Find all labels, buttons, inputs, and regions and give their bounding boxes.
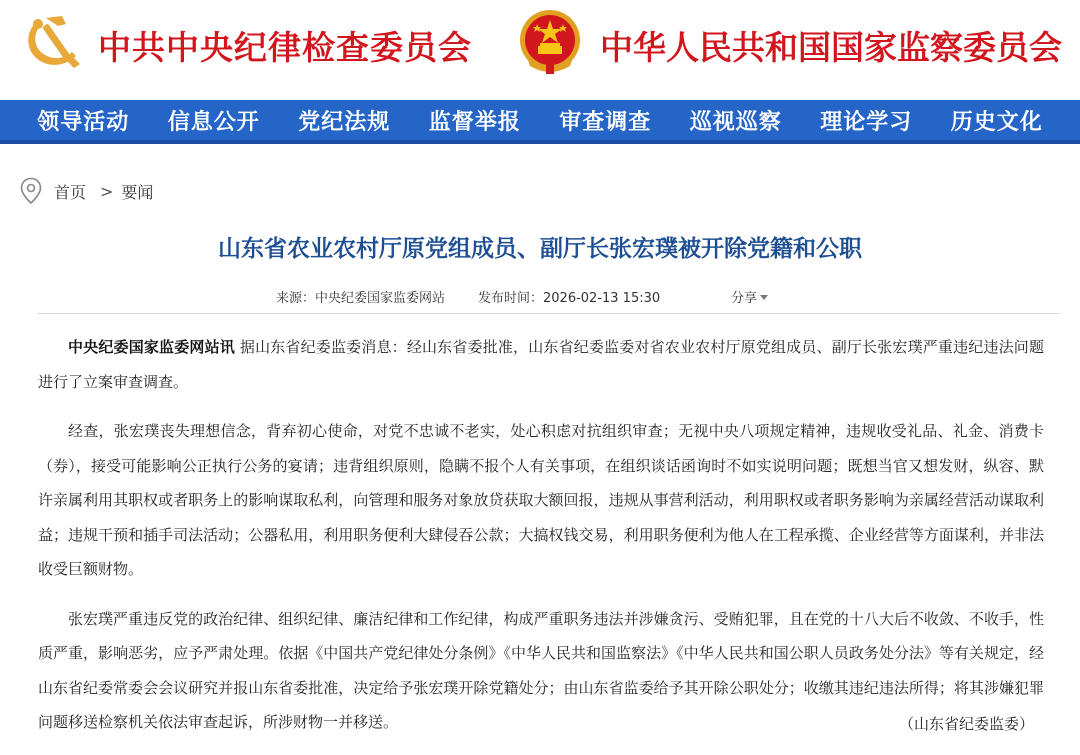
- article-paragraph-text: 据山东省纪委监委消息：经山东省委批准，山东省纪委监委对省农业农村厅原党组成员、副厅长张宏璞严重违纪违法问题进行了立案审查调查。: [38, 338, 1044, 391]
- nav-item-inspection[interactable]: 巡视巡察: [689, 108, 782, 135]
- article-paragraph: 经查，张宏璞丧失理想信念，背弃初心使命，对党不忠诚不老实，处心积虑对抗组织审查；无视中央八项规定精神，违规收受礼品、礼金、消费卡（券），接受可能影响公正执行公务的宴请；违背组织原则，隐瞒不报个人有关事项，在组织谈话函询时不如实说明问题；既想当官又想发财，纵容、默许亲属利用其职权或者职务上的影响谋取私利，向管理和服务对象放贷获取大额回报，违规从事营利活动，利用职权或者职务影响为亲属经营活动谋取利益；违规干预和插手司法活动；公器私用，利用职务便利大肆侵吞公款；大搞权钱交易，利用职务便利为他人在工程承揽、企业经营等方面谋利，并非法收受巨额财物。: [38, 422, 1044, 578]
- article-signature: （山东省纪委监委）: [898, 715, 1034, 733]
- site-header: [0, 0, 1080, 100]
- article-meta: [0, 287, 1080, 305]
- nav-item-leadership[interactable]: 领导活动: [37, 108, 130, 135]
- article-paragraph: 张宏璞严重违反党的政治纪律、组织纪律、廉洁纪律和工作纪律，构成严重职务违法并涉嫌贪污、受贿犯罪，且在党的十八大后不收敛、不收手，性质严重，影响恶劣，应予严肃处理。依据《中国共产党纪律处分条例》《中华人民共和国监察法》《中华人民共和国公职人员政务处分法》等有关规定，经山东省纪委常委会会议研究并报山东省委批准，决定给予张宏璞开除党籍处分；由山东省监委给予其开除公职处分；收缴其违纪违法所得；将其涉嫌犯罪问题移送检察机关依法审查起诉，所涉财物一并移送。: [38, 609, 1044, 731]
- share-button[interactable]: [731, 287, 768, 306]
- breadcrumb: [20, 176, 153, 206]
- nav-item-information[interactable]: 信息公开: [167, 108, 260, 135]
- breadcrumb-separator: >: [100, 181, 114, 201]
- article-paragraph: [38, 330, 1044, 399]
- party-emblem-icon[interactable]: [22, 10, 84, 72]
- main-nav: [0, 100, 1080, 144]
- meta-divider: [38, 313, 1060, 314]
- article-title: 山东省农业农村厅原党组成员、副厅长张宏璞被开除党籍和公职: [218, 236, 862, 262]
- share-label: 分享: [731, 291, 758, 306]
- article-body: [38, 330, 1044, 755]
- chevron-down-icon: [760, 295, 768, 300]
- nav-item-investigation[interactable]: 审查调查: [559, 108, 652, 135]
- cpc-ccdi-title[interactable]: 中共中央纪律检查委员会: [98, 28, 472, 67]
- nav-item-reporting[interactable]: 监督举报: [428, 108, 521, 135]
- nav-item-theory[interactable]: 理论学习: [820, 108, 913, 135]
- article-publish-time: 发布时间：2026-02-13 15:30: [478, 291, 661, 306]
- location-pin-icon: [20, 177, 42, 205]
- national-emblem-icon[interactable]: [518, 8, 582, 76]
- breadcrumb-current-link[interactable]: 要闻: [121, 182, 154, 202]
- nav-item-regulations[interactable]: 党纪法规: [298, 108, 391, 135]
- nsc-title[interactable]: 中华人民共和国国家监察委员会: [600, 28, 1062, 67]
- nav-item-history[interactable]: 历史文化: [950, 108, 1043, 135]
- breadcrumb-home-link[interactable]: 首页: [54, 182, 87, 202]
- article-source: 来源：中央纪委国家监委网站: [276, 291, 446, 306]
- article-lead-source: 中央纪委国家监委网站讯: [68, 338, 235, 356]
